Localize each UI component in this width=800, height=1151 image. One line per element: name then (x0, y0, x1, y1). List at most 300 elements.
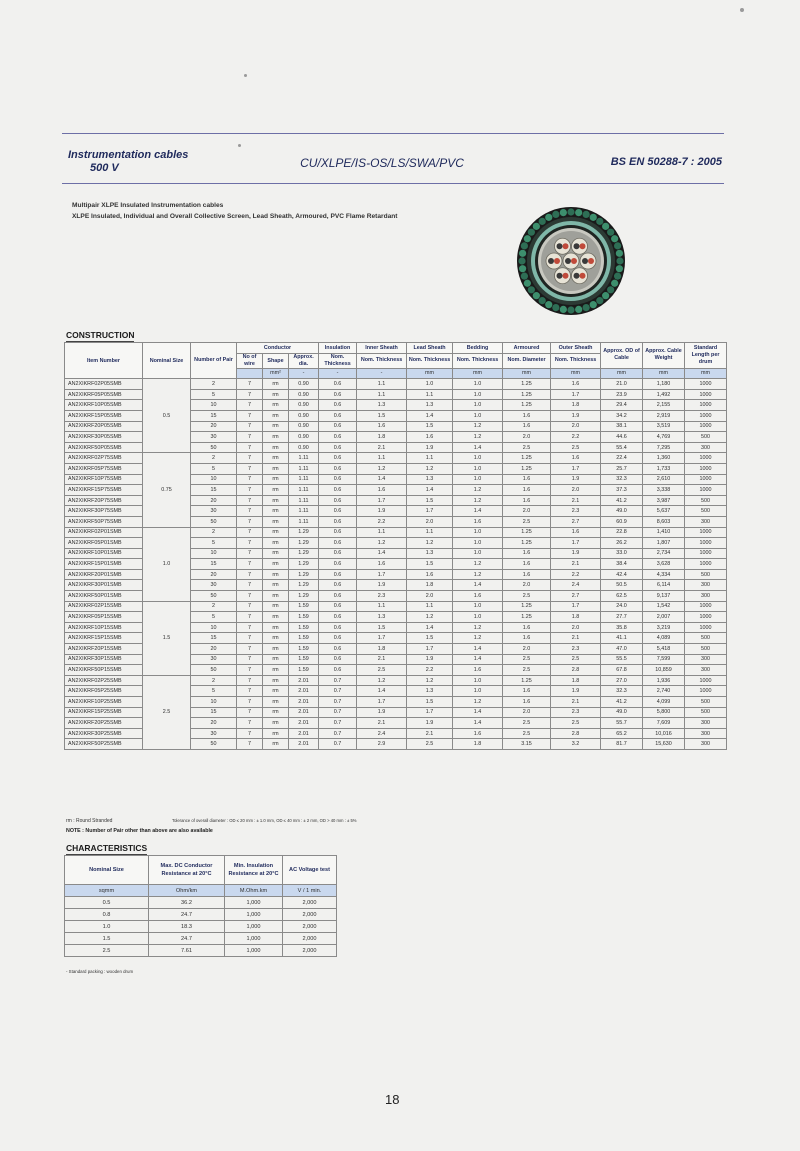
table-cell: 50 (191, 516, 237, 527)
item-number-cell: AN2XIKRF02P01SMB (65, 527, 143, 538)
table-cell: 38.1 (601, 421, 643, 432)
table-cell: 1.25 (503, 400, 551, 411)
col-outer-sheath-thickness: Nom. Thickness (551, 353, 601, 368)
table-cell: 7 (237, 474, 263, 485)
col-lead-sheath-thickness: Nom. Thickness (407, 353, 453, 368)
char-table-cell: 0.8 (65, 909, 149, 921)
table-cell: 1.7 (407, 644, 453, 655)
table-cell: 2.01 (289, 686, 319, 697)
table-cell: 0.6 (319, 569, 357, 580)
table-cell: 1.29 (289, 538, 319, 549)
table-cell: rm (263, 463, 289, 474)
insulated-core (588, 258, 594, 264)
table-cell: 2.1 (551, 559, 601, 570)
table-cell: 1.0 (453, 379, 503, 390)
table-cell: 1000 (685, 453, 727, 464)
table-cell: 7,295 (643, 442, 685, 453)
table-cell: 4,089 (643, 633, 685, 644)
char-col-max-dc: Max. DC Conductor Resistance at 20°C (149, 856, 225, 885)
document-title-line1: Instrumentation cables (68, 149, 189, 161)
table-cell: 1.11 (289, 506, 319, 517)
table-cell: 1.3 (407, 474, 453, 485)
col-insulation-thickness: Nom. Thickness (319, 353, 357, 368)
table-cell: 1.6 (453, 665, 503, 676)
table-cell: 47.0 (601, 644, 643, 655)
armour-wire (519, 265, 526, 272)
table-cell: 2.0 (407, 591, 453, 602)
table-cell: 1.9 (551, 474, 601, 485)
table-cell: 1.4 (407, 410, 453, 421)
standard-reference: BS EN 50288-7 : 2005 (610, 156, 722, 168)
table-cell: 1.0 (453, 474, 503, 485)
table-cell: rm (263, 548, 289, 559)
col-insulation: Insulation (319, 343, 357, 354)
table-cell: 7 (237, 453, 263, 464)
table-cell: 7 (237, 612, 263, 623)
table-cell: 0.6 (319, 538, 357, 549)
table-cell: 2,155 (643, 400, 685, 411)
table-cell: 7 (237, 601, 263, 612)
table-cell: 0.7 (319, 707, 357, 718)
col-approx-dia: Approx. dia. (289, 353, 319, 368)
table-cell: 15 (191, 485, 237, 496)
table-cell: 15 (191, 559, 237, 570)
table-cell: 0.6 (319, 622, 357, 633)
table-cell: 15 (191, 707, 237, 718)
table-cell: 0.6 (319, 633, 357, 644)
armour-wire (567, 306, 574, 313)
table-cell: 1.25 (503, 463, 551, 474)
table-cell: 1.9 (407, 718, 453, 729)
table-cell: 1.1 (357, 527, 407, 538)
armour-wire (614, 242, 621, 249)
table-cell: 1.1 (407, 453, 453, 464)
table-cell: 1.59 (289, 612, 319, 623)
table-cell: 2.01 (289, 718, 319, 729)
table-cell: 1.9 (551, 410, 601, 421)
armour-wire (528, 229, 535, 236)
table-cell: 1000 (685, 410, 727, 421)
table-cell: 1.0 (453, 463, 503, 474)
insulated-core (574, 273, 580, 279)
construction-table (64, 342, 727, 750)
table-cell: 44.6 (601, 432, 643, 443)
char-unit-cell: sqmm (65, 885, 149, 897)
table-cell: 42.4 (601, 569, 643, 580)
item-number-cell: AN2XIKRF30P01SMB (65, 580, 143, 591)
armour-wire (596, 218, 603, 225)
table-cell: 1.8 (357, 644, 407, 655)
table-cell: rm (263, 527, 289, 538)
item-number-cell: AN2XIKRF10P15SMB (65, 622, 143, 633)
table-cell: 65.2 (601, 728, 643, 739)
table-cell: 1.6 (503, 410, 551, 421)
table-cell: 1.8 (551, 400, 601, 411)
table-cell: 7 (237, 495, 263, 506)
item-number-cell: AN2XIKRF20P15SMB (65, 644, 143, 655)
table-cell: 2 (191, 379, 237, 390)
table-cell: 1,492 (643, 389, 685, 400)
table-cell: 10 (191, 474, 237, 485)
char-table-cell: 18.3 (149, 921, 225, 933)
table-cell: 20 (191, 718, 237, 729)
insulated-core (557, 243, 563, 249)
table-cell: 1.5 (357, 410, 407, 421)
table-cell: 2,734 (643, 548, 685, 559)
table-cell: 60.9 (601, 516, 643, 527)
table-cell: 10 (191, 697, 237, 708)
table-cell: 1.29 (289, 548, 319, 559)
table-cell: 1000 (685, 474, 727, 485)
table-cell: 1.6 (407, 569, 453, 580)
table-cell: 50 (191, 442, 237, 453)
table-cell: 1.6 (551, 527, 601, 538)
table-cell: 1000 (685, 601, 727, 612)
col-armoured-diameter: Nom. Diameter (503, 353, 551, 368)
table-cell: 30 (191, 580, 237, 591)
table-cell: 2.1 (551, 495, 601, 506)
table-cell: 1.2 (453, 432, 503, 443)
table-cell: rm (263, 569, 289, 580)
table-cell: 38.4 (601, 559, 643, 570)
nominal-size-cell: 0.75 (143, 453, 191, 527)
table-cell: 1.11 (289, 495, 319, 506)
table-cell: 1000 (685, 686, 727, 697)
table-cell: 1.9 (551, 686, 601, 697)
table-cell: 1.9 (357, 707, 407, 718)
table-cell: 500 (685, 495, 727, 506)
item-number-cell: AN2XIKRF50P15SMB (65, 665, 143, 676)
table-cell: rm (263, 686, 289, 697)
table-cell: 1.0 (407, 379, 453, 390)
table-cell: 1.6 (503, 622, 551, 633)
table-cell: 3,628 (643, 559, 685, 570)
table-cell: rm (263, 421, 289, 432)
table-cell: 1.29 (289, 569, 319, 580)
item-number-cell: AN2XIKRF05P25SMB (65, 686, 143, 697)
table-cell: 5 (191, 612, 237, 623)
table-cell: 7 (237, 569, 263, 580)
table-cell: 1.2 (453, 495, 503, 506)
col-item-number: Item Number (65, 343, 143, 379)
table-cell: 2.0 (407, 516, 453, 527)
table-cell: 50.5 (601, 580, 643, 591)
table-cell: 10 (191, 400, 237, 411)
table-cell: 2.2 (407, 665, 453, 676)
table-cell: rm (263, 453, 289, 464)
char-table-cell: 36.2 (149, 897, 225, 909)
table-cell: rm (263, 474, 289, 485)
table-cell: 50 (191, 665, 237, 676)
characteristics-table (64, 855, 337, 957)
table-cell: 300 (685, 718, 727, 729)
table-cell: rm (263, 675, 289, 686)
unit-cell: mm (551, 368, 601, 379)
table-cell: 1.5 (407, 697, 453, 708)
table-cell: rm (263, 506, 289, 517)
table-cell: 1.3 (357, 400, 407, 411)
table-cell: 300 (685, 728, 727, 739)
table-cell: 1.4 (453, 718, 503, 729)
table-cell: 1.29 (289, 527, 319, 538)
table-cell: 1.6 (503, 559, 551, 570)
table-cell: 50 (191, 739, 237, 750)
table-cell: 0.6 (319, 591, 357, 602)
table-cell: 1.0 (453, 527, 503, 538)
table-cell: 0.90 (289, 432, 319, 443)
table-cell: 1.0 (453, 538, 503, 549)
table-cell: 7 (237, 400, 263, 411)
table-cell: 2.5 (551, 442, 601, 453)
table-cell: 1.1 (407, 601, 453, 612)
table-cell: 2.01 (289, 697, 319, 708)
armour-wire (616, 265, 623, 272)
table-cell: 1.11 (289, 516, 319, 527)
table-cell: 5 (191, 538, 237, 549)
col-approx-weight: Approx. Cable Weight (643, 343, 685, 369)
table-cell: 1.1 (357, 601, 407, 612)
table-cell: 1.5 (407, 559, 453, 570)
unit-cell: mm (453, 368, 503, 379)
item-number-cell: AN2XIKRF02P05SMB (65, 379, 143, 390)
table-cell: 15 (191, 633, 237, 644)
table-cell: 1.25 (503, 453, 551, 464)
table-cell: 25.7 (601, 463, 643, 474)
table-cell: 1000 (685, 400, 727, 411)
table-row (65, 379, 727, 390)
table-cell: 3,987 (643, 495, 685, 506)
table-cell: 2.1 (551, 697, 601, 708)
table-cell: 1000 (685, 675, 727, 686)
col-nominal-size: Nominal Size (143, 343, 191, 379)
description-line2: XLPE Insulated, Individual and Overall Collective Screen, Lead Sheath, Armoured, PVC Flame Retardant (72, 213, 398, 220)
table-cell: 1.7 (551, 601, 601, 612)
table-cell: 500 (685, 569, 727, 580)
table-cell: 0.6 (319, 485, 357, 496)
table-cell: rm (263, 485, 289, 496)
item-number-cell: AN2XIKRF02P25SMB (65, 675, 143, 686)
table-cell: 10 (191, 622, 237, 633)
table-cell: 0.7 (319, 697, 357, 708)
table-cell: 2.0 (551, 421, 601, 432)
table-cell: 2,740 (643, 686, 685, 697)
unit-cell (237, 368, 263, 379)
item-number-cell: AN2XIKRF10P05SMB (65, 400, 143, 411)
table-cell: 7 (237, 485, 263, 496)
table-cell: rm (263, 601, 289, 612)
table-cell: 2.5 (503, 728, 551, 739)
table-cell: 1,733 (643, 463, 685, 474)
table-cell: 1000 (685, 622, 727, 633)
table-row (65, 601, 727, 612)
char-table-cell: 2,000 (283, 945, 337, 957)
char-table-cell: 1,000 (225, 933, 283, 945)
char-unit-cell: M.Ohm.km (225, 885, 283, 897)
insulated-core (580, 243, 586, 249)
table-cell: 2.0 (503, 644, 551, 655)
table-cell: 1.5 (407, 421, 453, 432)
table-cell: 55.7 (601, 718, 643, 729)
table-cell: 2.0 (551, 622, 601, 633)
table-cell: 10,016 (643, 728, 685, 739)
table-cell: 300 (685, 516, 727, 527)
item-number-cell: AN2XIKRF15P01SMB (65, 559, 143, 570)
table-cell: 1.7 (357, 495, 407, 506)
table-cell: 2.2 (551, 432, 601, 443)
table-cell: 27.0 (601, 675, 643, 686)
table-cell: 1.6 (503, 686, 551, 697)
construction-section-title: CONSTRUCTION (66, 330, 135, 340)
table-cell: 10,859 (643, 665, 685, 676)
table-cell: 41.1 (601, 633, 643, 644)
table-cell: 1.9 (357, 506, 407, 517)
table-cell: 3,519 (643, 421, 685, 432)
item-number-cell: AN2XIKRF20P25SMB (65, 718, 143, 729)
table-cell: 7 (237, 548, 263, 559)
table-cell: 0.6 (319, 400, 357, 411)
table-cell: 1.6 (453, 591, 503, 602)
table-cell: rm (263, 707, 289, 718)
col-lead-sheath: Lead Sheath (407, 343, 453, 354)
table-cell: 1.2 (453, 485, 503, 496)
table-cell: 2.5 (407, 739, 453, 750)
table-cell: 0.7 (319, 675, 357, 686)
table-cell: 2.9 (357, 739, 407, 750)
table-cell: rm (263, 495, 289, 506)
armour-wire (528, 286, 535, 293)
table-cell: rm (263, 654, 289, 665)
table-cell: 1,936 (643, 675, 685, 686)
table-cell: 2.01 (289, 728, 319, 739)
col-conductor: Conductor (237, 343, 319, 354)
table-cell: 3,338 (643, 485, 685, 496)
table-cell: 7 (237, 644, 263, 655)
item-number-cell: AN2XIKRF10P25SMB (65, 697, 143, 708)
item-number-cell: AN2XIKRF15P75SMB (65, 485, 143, 496)
scan-speck (740, 8, 744, 12)
table-cell: 300 (685, 654, 727, 665)
unit-cell: mm (685, 368, 727, 379)
insulated-core (571, 258, 577, 264)
char-table-row (65, 897, 337, 909)
table-cell: 1.7 (407, 506, 453, 517)
table-cell: 1.9 (551, 548, 601, 559)
table-cell: 1000 (685, 379, 727, 390)
table-cell: rm (263, 559, 289, 570)
table-cell: 1.4 (357, 548, 407, 559)
armour-wire (539, 218, 546, 225)
table-cell: 1.6 (503, 697, 551, 708)
table-cell: 2,610 (643, 474, 685, 485)
insulated-core (557, 273, 563, 279)
scan-speck (244, 74, 247, 77)
table-cell: 2.5 (551, 718, 601, 729)
table-cell: rm (263, 644, 289, 655)
table-cell: 2.4 (357, 728, 407, 739)
col-inner-sheath-thickness: Nom. Thickness (357, 353, 407, 368)
table-cell: 5,418 (643, 644, 685, 655)
item-number-cell: AN2XIKRF02P75SMB (65, 453, 143, 464)
col-standard-length: Standard Length per drum (685, 343, 727, 369)
cable-description (72, 200, 398, 222)
table-cell: 1.2 (357, 463, 407, 474)
unit-cell: - (319, 368, 357, 379)
table-cell: 1.9 (407, 442, 453, 453)
item-number-cell: AN2XIKRF05P75SMB (65, 463, 143, 474)
table-cell: 1.25 (503, 527, 551, 538)
table-cell: 2.5 (503, 665, 551, 676)
construction-table-body (65, 379, 727, 750)
table-cell: 3.2 (551, 739, 601, 750)
table-cell: 1.8 (357, 432, 407, 443)
table-cell: 0.7 (319, 728, 357, 739)
nominal-size-cell: 1.0 (143, 527, 191, 601)
table-cell: 7 (237, 463, 263, 474)
table-cell: 35.8 (601, 622, 643, 633)
table-cell: 1.0 (453, 410, 503, 421)
table-cell: 1.8 (551, 675, 601, 686)
table-cell: 1000 (685, 421, 727, 432)
table-cell: 7,599 (643, 654, 685, 665)
table-cell: rm (263, 379, 289, 390)
table-cell: 2.3 (357, 591, 407, 602)
item-number-cell: AN2XIKRF50P05SMB (65, 442, 143, 453)
table-cell: 2.1 (407, 728, 453, 739)
table-cell: rm (263, 410, 289, 421)
table-cell: 1.2 (357, 675, 407, 686)
table-cell: 1.7 (357, 569, 407, 580)
insulated-core (563, 273, 569, 279)
table-cell: 10 (191, 548, 237, 559)
table-cell: 33.0 (601, 548, 643, 559)
table-cell: 1.59 (289, 644, 319, 655)
table-cell: 2.1 (551, 633, 601, 644)
table-cell: 23.9 (601, 389, 643, 400)
table-cell: rm (263, 718, 289, 729)
table-cell: 37.3 (601, 485, 643, 496)
item-number-cell: AN2XIKRF02P15SMB (65, 601, 143, 612)
table-cell: 1000 (685, 463, 727, 474)
table-cell: 2,919 (643, 410, 685, 421)
table-cell: 300 (685, 580, 727, 591)
armour-wire (519, 250, 526, 257)
table-cell: 0.7 (319, 739, 357, 750)
table-cell: 1.2 (453, 559, 503, 570)
table-cell: 0.6 (319, 654, 357, 665)
table-cell: 7 (237, 389, 263, 400)
characteristics-table-body (65, 897, 337, 957)
table-cell: 500 (685, 506, 727, 517)
table-cell: 1.1 (357, 389, 407, 400)
table-cell: 7 (237, 697, 263, 708)
table-cell: 32.3 (601, 474, 643, 485)
table-cell: 49.0 (601, 506, 643, 517)
cable-cross-section-image (500, 205, 642, 317)
table-cell: 2.5 (503, 516, 551, 527)
table-cell: 2 (191, 601, 237, 612)
table-cell: 1,360 (643, 453, 685, 464)
note-tolerance: Tolerance of overall diameter : OD ≤ 20 mm : ± 1.0 mm, OD ≤ 40 mm : ± 2 mm, OD > 40 mm : ± 5% (172, 818, 357, 823)
col-number-of-pair: Number of Pair (191, 343, 237, 379)
table-cell: 0.6 (319, 580, 357, 591)
table-cell: 0.90 (289, 379, 319, 390)
table-cell: 2.1 (357, 442, 407, 453)
item-number-cell: AN2XIKRF50P75SMB (65, 516, 143, 527)
table-cell: 0.6 (319, 421, 357, 432)
table-cell: 6,114 (643, 580, 685, 591)
table-cell: rm (263, 538, 289, 549)
table-cell: 0.90 (289, 389, 319, 400)
